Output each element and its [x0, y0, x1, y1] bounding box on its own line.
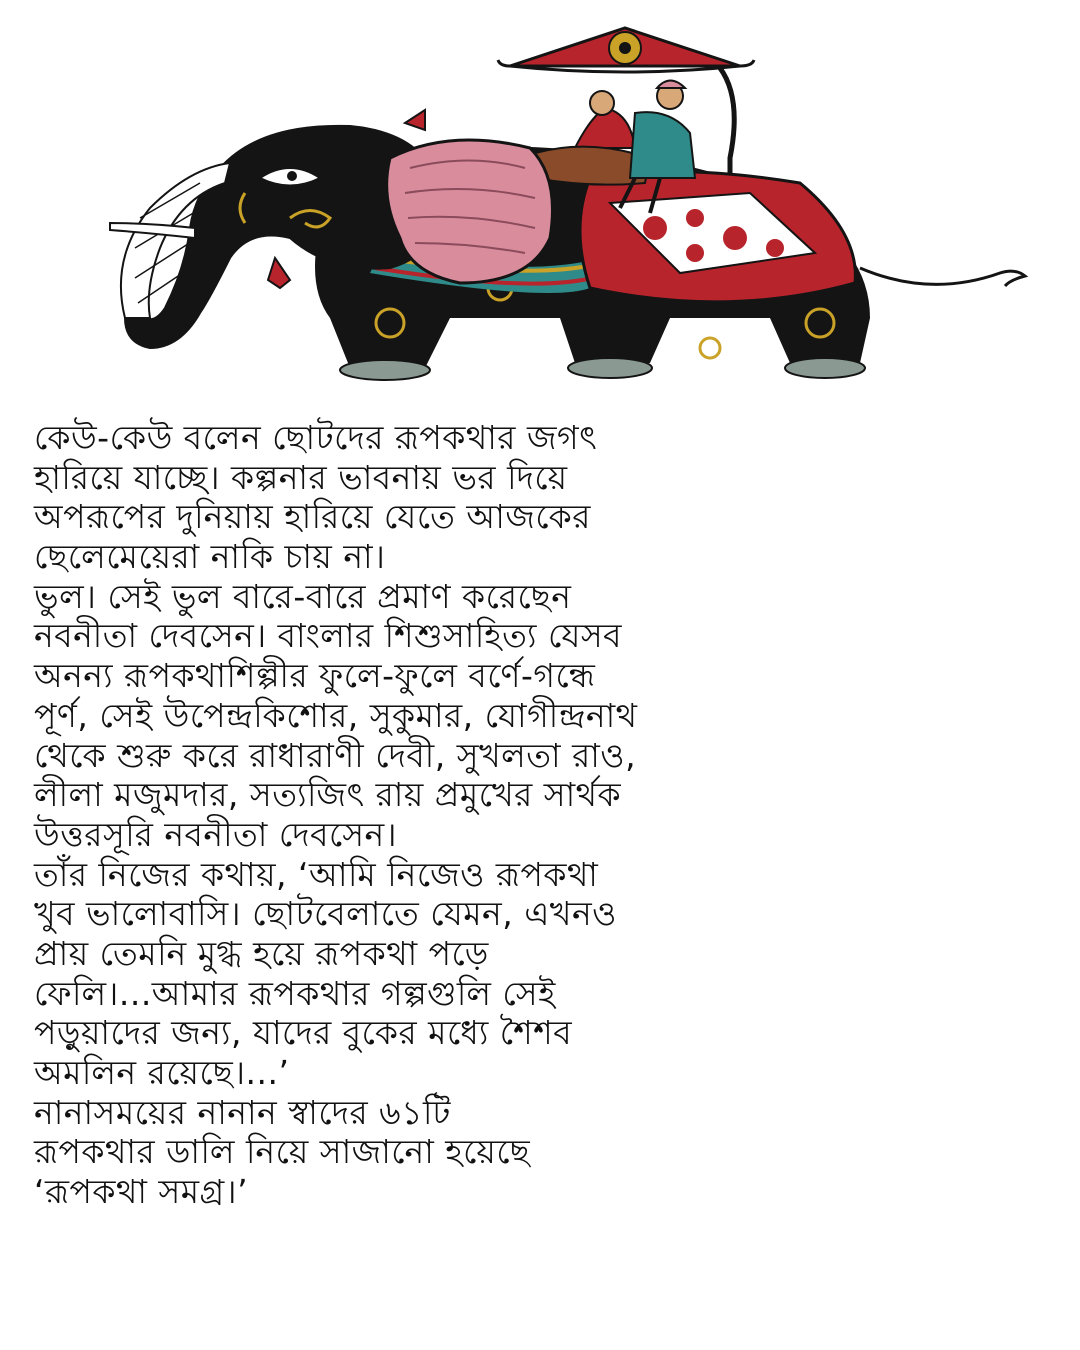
- elephant-with-howdah-riders-icon: [30, 18, 1040, 393]
- text-line: নবনীতা দেবসেন। বাংলার শিশুসাহিত্য যেসব: [34, 616, 623, 656]
- tail-icon: [860, 268, 1025, 286]
- description-text: [34, 418, 1044, 1212]
- text-line: রূপকথার ডালি নিয়ে সাজানো হয়েছে: [34, 1132, 531, 1172]
- text-line: পূর্ণ, সেই উপেন্দ্রকিশোর, সুকুমার, যোগীন্দ্রনাথ: [34, 695, 638, 735]
- text-line: নানাসময়ের নানান স্বাদের ৬১টি: [34, 1092, 451, 1132]
- text-line: ‘রূপকথা সমগ্র।’: [34, 1172, 249, 1212]
- text-line: অনন্য রূপকথাশিল্পীর ফুলে-ফুলে বর্ণে-গন্ধে: [34, 656, 596, 696]
- text-line: খুব ভালোবাসি। ছোটবেলাতে যেমন, এখনও: [34, 894, 617, 934]
- text-line: উত্তরসূরি নবনীতা দেবসেন।: [34, 814, 398, 854]
- text-line: ফেলি।...আমার রূপকথার গল্পগুলি সেই: [34, 973, 556, 1013]
- text-line: ভুল। সেই ভুল বারে-বারে প্রমাণ করেছেন: [34, 576, 572, 616]
- text-line: পড়ুয়াদের জন্য, যাদের বুকের মধ্যে শৈশব: [34, 1013, 573, 1053]
- text-line: কেউ-কেউ বলেন ছোটদের রূপকথার জগৎ: [34, 418, 598, 457]
- text-line: থেকে শুরু করে রাধারাণী দেবী, সুখলতা রাও,: [34, 735, 637, 775]
- text-line: ছেলেমেয়েরা নাকি চায় না।: [34, 537, 386, 577]
- text-line: লীলা মজুমদার, সত্যজিৎ রায় প্রমুখের সার্থক: [34, 775, 622, 815]
- saddle-cloth-icon: [580, 172, 855, 302]
- text-line: অমলিন রয়েছে।...’: [34, 1053, 290, 1092]
- text-line: হারিয়ে যাচ্ছে। কল্পনার ভাবনায় ভর দিয়ে: [34, 457, 568, 497]
- text-line: অপরূপের দুনিয়ায় হারিয়ে যেতে আজকের: [34, 497, 591, 537]
- text-line: তাঁর নিজের কথায়, ‘আমি নিজেও রূপকথা: [34, 854, 599, 894]
- text-line: প্রায় তেমনি মুগ্ধ হয়ে রূপকথা পড়ে: [34, 933, 489, 973]
